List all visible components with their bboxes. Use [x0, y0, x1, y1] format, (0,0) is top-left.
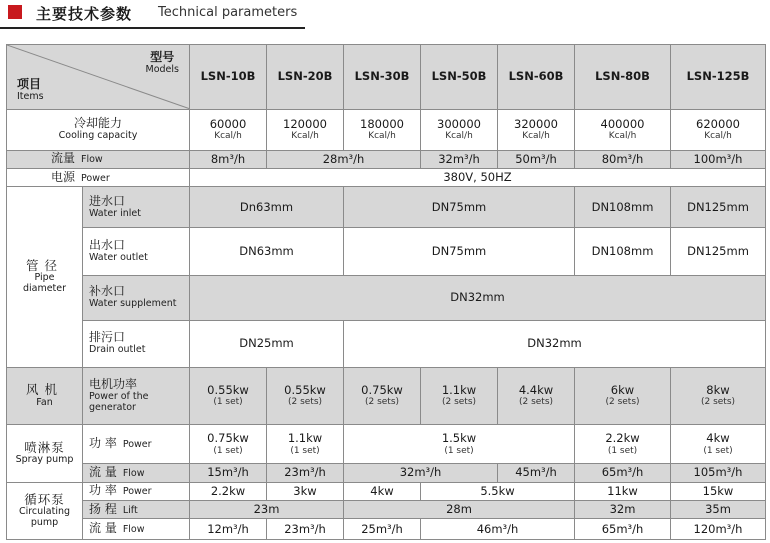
cooling-cell — [498, 109, 575, 150]
fan-row — [7, 367, 766, 424]
circ-power-value: 4kw — [344, 482, 421, 500]
fan-kw: 0.75kw — [361, 383, 403, 398]
cooling-value: 400000 — [600, 116, 645, 131]
fan-cell — [671, 367, 766, 424]
models-caption — [146, 51, 179, 76]
spray-sets: (1 set) — [607, 445, 638, 456]
cooling-cell — [671, 109, 766, 150]
models-zh: 型号 — [150, 50, 175, 64]
circ-flow-value: 65m³/h — [575, 519, 671, 540]
spray-sets: (1 set) — [444, 445, 474, 456]
fan-power-label-zh: 电机功率 — [89, 377, 138, 392]
model-header: LSN-50B — [421, 45, 498, 110]
circ-lift-label — [83, 500, 190, 518]
section-title-zh: 主要技术参数 — [36, 5, 133, 23]
items-caption — [17, 78, 44, 103]
pipe-group-en: Pipe — [34, 272, 55, 284]
circ-flow-label-zh: 流 量 — [89, 521, 117, 536]
flow-row — [7, 150, 766, 168]
circ-flow-value: 23m³/h — [267, 519, 344, 540]
circ-power-value: 11kw — [575, 482, 671, 500]
outlet-value: DN75mm — [344, 228, 575, 275]
cooling-cell — [421, 109, 498, 150]
pipe-outlet-row — [7, 228, 766, 275]
spray-group-label — [7, 425, 83, 482]
pipe-group-en: diameter — [22, 283, 67, 295]
outlet-label — [83, 228, 190, 275]
inlet-value: DN75mm — [344, 187, 575, 228]
spray-flow-row — [7, 464, 766, 482]
fan-sets: (1 set) — [213, 397, 243, 408]
power-label-zh: 电源 — [51, 169, 76, 184]
spray-power-row — [7, 425, 766, 464]
circ-power-label-zh: 功 率 — [89, 483, 117, 498]
circ-group-label — [7, 482, 83, 539]
fan-kw: 4.4kw — [518, 383, 554, 398]
circ-power-label — [83, 482, 190, 500]
fan-kw: 8kw — [706, 383, 730, 398]
models-en: Models — [145, 63, 179, 75]
fan-group-label — [7, 367, 83, 424]
spray-flow-label-zh: 流 量 — [89, 464, 117, 479]
fan-kw: 0.55kw — [284, 383, 326, 398]
circ-lift-value: 28m — [344, 500, 575, 518]
supplement-value: DN32mm — [190, 275, 766, 320]
circ-flow-label — [83, 519, 190, 540]
spray-sets: (1 set) — [290, 445, 320, 456]
circ-power-value: 15kw — [671, 482, 766, 500]
spray-power-cell — [671, 425, 766, 464]
cooling-unit: Kcal/h — [291, 130, 319, 141]
cooling-cell — [190, 109, 267, 150]
cooling-value: 620000 — [696, 116, 740, 131]
inlet-value: DN125mm — [671, 187, 766, 228]
cooling-unit: Kcal/h — [608, 130, 637, 141]
cooling-unit: Kcal/h — [368, 130, 396, 141]
spray-flow-value: 45m³/h — [498, 464, 575, 482]
spray-power-label-en: Power — [122, 439, 152, 451]
spray-power-cell — [344, 425, 575, 464]
pipe-group-zh: 管径 — [25, 257, 63, 273]
model-header: LSN-125B — [671, 45, 766, 110]
fan-power-label-en: Power of the — [89, 390, 149, 402]
circ-power-label-en: Power — [122, 486, 152, 498]
spray-flow-value: 32m³/h — [344, 464, 498, 482]
flow-label-en: Flow — [81, 154, 103, 166]
cooling-cell — [267, 109, 344, 150]
fan-sets: (2 sets) — [287, 397, 323, 408]
section-title-en: Technical parameters — [158, 5, 298, 20]
model-header: LSN-30B — [344, 45, 421, 110]
cooling-value: 320000 — [514, 116, 558, 131]
cooling-unit: Kcal/h — [445, 130, 473, 141]
fan-cell — [344, 367, 421, 424]
spray-flow-label — [83, 464, 190, 482]
spray-kw: 2.2kw — [605, 431, 640, 446]
cooling-cell — [575, 109, 671, 150]
flow-label-zh: 流量 — [51, 151, 76, 166]
fan-group-zh: 风机 — [25, 382, 63, 398]
circ-power-row — [7, 482, 766, 500]
flow-value: 8m³/h — [190, 150, 267, 168]
cooling-value: 120000 — [283, 116, 327, 131]
fan-cell — [498, 367, 575, 424]
circ-power-value: 5.5kw — [421, 482, 575, 500]
drain-value: DN25mm — [190, 320, 344, 367]
circ-group-en: Circulating — [18, 506, 71, 518]
fan-cell — [575, 367, 671, 424]
power-value: 380V, 50HZ — [190, 168, 766, 186]
spray-flow-value: 65m³/h — [575, 464, 671, 482]
fan-sets: (2 sets) — [605, 397, 640, 408]
pipe-inlet-row — [7, 187, 766, 228]
model-header: LSN-80B — [575, 45, 671, 110]
fan-cell — [190, 367, 267, 424]
spray-kw: 4kw — [706, 431, 730, 446]
items-zh: 项目 — [17, 76, 42, 91]
outlet-value: DN63mm — [190, 228, 344, 275]
pipe-supplement-row — [7, 275, 766, 320]
circ-lift-label-en: Lift — [122, 504, 138, 516]
flow-value: 100m³/h — [671, 150, 766, 168]
circ-flow-row — [7, 519, 766, 540]
spray-power-cell — [575, 425, 671, 464]
cooling-unit: Kcal/h — [704, 130, 732, 141]
corner-cell — [7, 45, 190, 110]
spray-power-label-zh: 功 率 — [89, 436, 117, 451]
spray-flow-value: 105m³/h — [671, 464, 766, 482]
circ-lift-row — [7, 500, 766, 518]
fan-power-label — [83, 367, 190, 424]
flow-value: 32m³/h — [421, 150, 498, 168]
cooling-value: 300000 — [437, 116, 481, 131]
models-row — [7, 45, 766, 110]
fan-sets: (2 sets) — [364, 397, 400, 408]
cooling-value: 180000 — [360, 116, 404, 131]
fan-kw: 0.55kw — [207, 383, 249, 398]
flow-label — [7, 150, 190, 168]
spray-flow-value: 23m³/h — [267, 464, 344, 482]
circ-power-value: 3kw — [267, 482, 344, 500]
fan-sets: (2 sets) — [518, 397, 554, 408]
circ-flow-value: 46m³/h — [421, 519, 575, 540]
inlet-label-en: Water inlet — [89, 207, 141, 219]
power-label-en: Power — [81, 172, 110, 184]
fan-cell — [421, 367, 498, 424]
flow-value: 28m³/h — [267, 150, 421, 168]
cooling-value: 60000 — [209, 116, 247, 131]
circ-flow-value: 12m³/h — [190, 519, 267, 540]
red-square-icon — [8, 5, 22, 19]
cooling-cell — [344, 109, 421, 150]
fan-kw: 6kw — [610, 383, 635, 398]
circ-lift-value: 23m — [190, 500, 344, 518]
fan-power-label-en: generator — [89, 401, 136, 413]
flow-value: 50m³/h — [498, 150, 575, 168]
cooling-label-zh: 冷却能力 — [73, 116, 122, 131]
fan-sets: (2 sets) — [441, 397, 477, 408]
circ-lift-value: 32m — [575, 500, 671, 518]
outlet-label-zh: 出水口 — [89, 238, 126, 253]
spray-power-cell — [190, 425, 267, 464]
spray-group-en: Spray pump — [15, 454, 74, 466]
spec-table — [6, 44, 766, 540]
spray-power-label — [83, 425, 190, 464]
drain-label-zh: 排污口 — [89, 330, 126, 345]
supplement-label-zh: 补水口 — [89, 284, 126, 299]
supplement-label-en: Water supplement — [89, 298, 177, 310]
spray-kw: 1.5kw — [441, 431, 477, 446]
circ-flow-label-en: Flow — [122, 524, 145, 536]
circ-flow-value: 120m³/h — [671, 519, 766, 540]
supplement-label — [83, 275, 190, 320]
outlet-value: DN108mm — [575, 228, 671, 275]
inlet-label — [83, 187, 190, 228]
model-header: LSN-20B — [267, 45, 344, 110]
spray-group-zh: 喷淋泵 — [24, 439, 65, 455]
spray-kw: 1.1kw — [287, 431, 323, 446]
spray-kw: 0.75kw — [207, 431, 249, 446]
cooling-unit: Kcal/h — [214, 130, 242, 141]
outlet-value: DN125mm — [671, 228, 766, 275]
outlet-label-en: Water outlet — [89, 251, 148, 263]
cooling-label — [7, 109, 190, 150]
power-row — [7, 168, 766, 186]
items-en: Items — [17, 90, 44, 102]
circ-lift-label-zh: 扬 程 — [89, 501, 117, 516]
power-label — [7, 168, 190, 186]
drain-label-en: Drain outlet — [89, 344, 146, 356]
spray-sets: (1 set) — [213, 445, 243, 456]
section-header — [0, 0, 770, 34]
pipe-group-label — [7, 187, 83, 367]
spray-flow-value: 15m³/h — [190, 464, 267, 482]
spray-flow-label-en: Flow — [122, 467, 145, 479]
cooling-label-en: Cooling capacity — [58, 129, 138, 141]
fan-kw: 1.1kw — [441, 383, 477, 398]
fan-cell — [267, 367, 344, 424]
inlet-value: DN108mm — [575, 187, 671, 228]
pipe-drain-row — [7, 320, 766, 367]
spray-power-cell — [267, 425, 344, 464]
inlet-value: Dn63mm — [190, 187, 344, 228]
circ-power-value: 2.2kw — [190, 482, 267, 500]
header-rule — [0, 27, 305, 29]
model-header: LSN-10B — [190, 45, 267, 110]
inlet-label-zh: 进水口 — [89, 194, 126, 209]
flow-value: 80m³/h — [575, 150, 671, 168]
drain-value: DN32mm — [344, 320, 766, 367]
model-header: LSN-60B — [498, 45, 575, 110]
cooling-row — [7, 109, 766, 150]
spray-sets: (1 set) — [703, 445, 733, 456]
fan-sets: (2 sets) — [700, 397, 736, 408]
circ-lift-value: 35m — [671, 500, 766, 518]
cooling-unit: Kcal/h — [522, 130, 550, 141]
drain-label — [83, 320, 190, 367]
circ-group-zh: 循环泵 — [24, 491, 65, 507]
circ-group-en: pump — [30, 516, 59, 528]
fan-group-en: Fan — [36, 396, 53, 408]
circ-flow-value: 25m³/h — [344, 519, 421, 540]
